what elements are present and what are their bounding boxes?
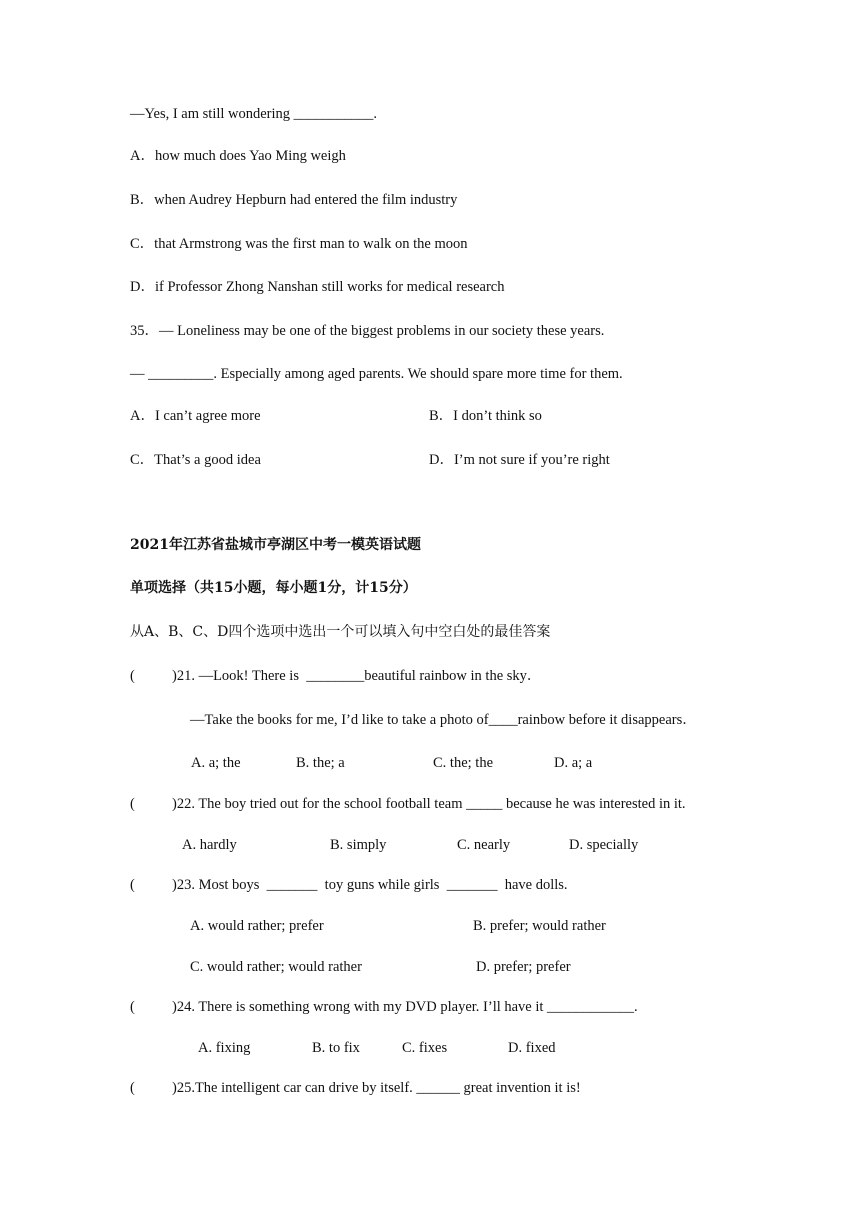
q24-option-c: C. fixes — [402, 1040, 448, 1056]
q35-stem: 35．— Loneliness may be one of the biggest problems in our society these years. — [130, 323, 605, 339]
q34-option-a: A．how much does Yao Ming weigh — [130, 148, 346, 164]
q35-option-a: A．I can’t agree more — [130, 408, 261, 424]
q24-option-b: B. to fix — [312, 1040, 360, 1056]
q25-stem: )25.The intelligent car can drive by itself. ______ great invention it is! — [172, 1080, 581, 1096]
q22-option-c: C. nearly — [457, 837, 511, 853]
q24-paren: ( — [130, 999, 135, 1015]
q35-reply: — _________. Especially among aged parents. We should spare more time for them. — [130, 366, 623, 382]
q34-option-c: C．that Armstrong was the first man to walk on the moon — [130, 236, 468, 252]
q21-option-c: C. the; the — [433, 755, 494, 771]
q21-option-d: D. a; a — [554, 755, 593, 771]
q24-option-d: D. fixed — [508, 1040, 556, 1056]
section-instruction: 从A、B、C、D四个选项中选出一个可以填入句中空白处的最佳答案 — [130, 624, 551, 640]
q22-option-d: D. specially — [569, 837, 639, 853]
q35-option-b: B．I don’t think so — [429, 408, 542, 424]
q22-paren: ( — [130, 796, 135, 812]
q21-option-b: B. the; a — [296, 755, 345, 771]
q21-option-a: A. a; the — [191, 755, 241, 771]
q21-paren: ( — [130, 668, 135, 684]
q23-option-c: C. would rather; would rather — [190, 959, 362, 975]
q23-stem: )23. Most boys _______ toy guns while girls _______ have dolls. — [172, 877, 568, 893]
q34-option-d: D．if Professor Zhong Nanshan still works for medical research — [130, 279, 505, 295]
q23-paren: ( — [130, 877, 135, 893]
q35-option-d: D．I’m not sure if you’re right — [429, 452, 610, 468]
q24-option-a: A. fixing — [198, 1040, 251, 1056]
q23-option-b: B. prefer; would rather — [473, 918, 606, 934]
q21-reply: —Take the books for me, I’d like to take a photo of____rainbow before it disappears． — [190, 712, 697, 728]
q22-option-b: B. simply — [330, 837, 387, 853]
q34-option-b: B．when Audrey Hepburn had entered the film industry — [130, 192, 458, 208]
section-heading: 单项选择（共15小题，每小题1分，计15分） — [130, 580, 417, 596]
q34-reply: —Yes, I am still wondering ___________. — [130, 106, 378, 122]
q25-paren: ( — [130, 1080, 135, 1096]
exam-title: 2021年江苏省盐城市亭湖区中考一模英语试题 — [130, 537, 421, 553]
q23-option-a: A. would rather; prefer — [190, 918, 324, 934]
q35-option-c: C．That’s a good idea — [130, 452, 261, 468]
q22-stem: )22. The boy tried out for the school football team _____ because he was interested in it. — [172, 796, 686, 812]
q24-stem: )24. There is something wrong with my DVD player. I’ll have it ____________. — [172, 999, 638, 1015]
q21-stem: )21. —Look! There is ________beautiful rainbow in the sky． — [172, 668, 542, 684]
q23-option-d: D. prefer; prefer — [476, 959, 571, 975]
q22-option-a: A. hardly — [182, 837, 237, 853]
